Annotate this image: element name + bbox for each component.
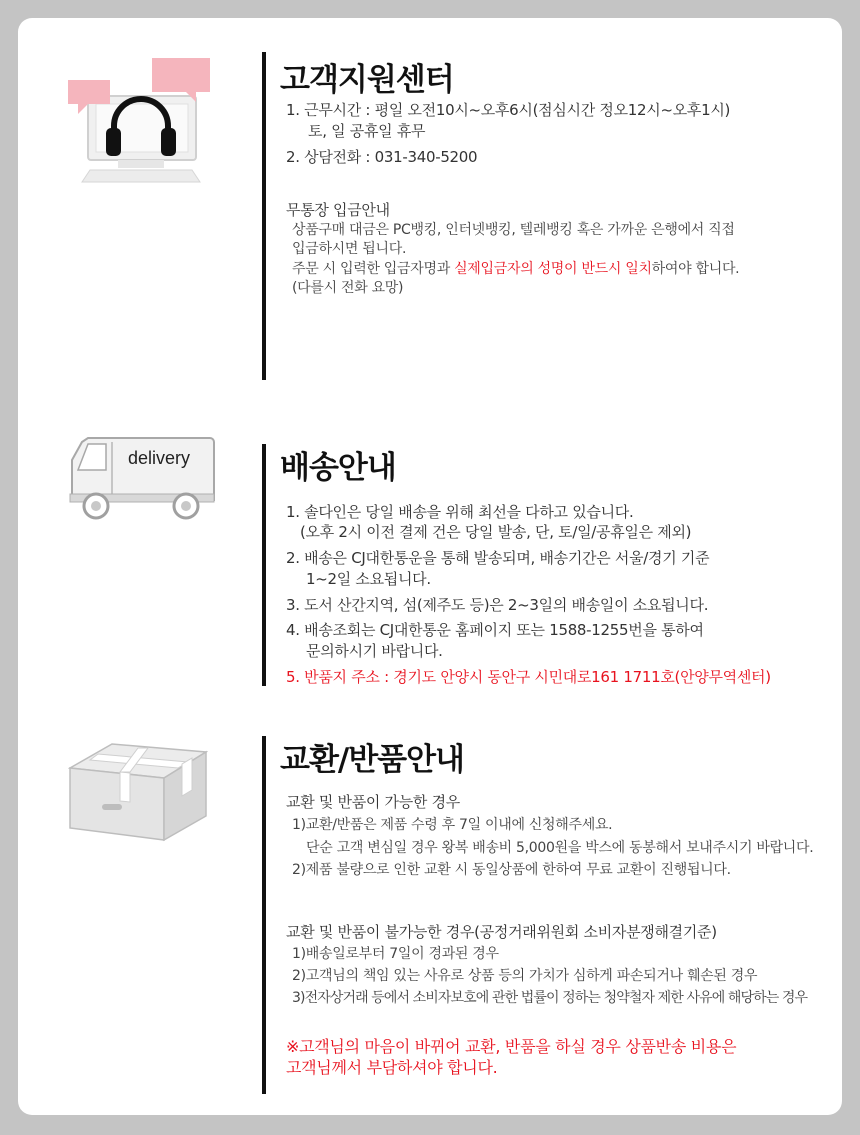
content-card [18,18,842,1115]
possible-item: 1)교환/반품은 제품 수령 후 7일 이내에 신청해주세요. [292,817,613,833]
delivery-title: 배송안내 [280,450,396,486]
delivery-section [18,398,842,688]
deposit-text: 상품구매 대금은 PC뱅킹, 인터넷뱅킹, 텔레뱅킹 혹은 가까운 은행에서 직접 [292,222,735,238]
impossible-item: 2)고객님의 책임 있는 사유로 상품 등의 가치가 심하게 파손되거나 훼손된 경우 [292,968,758,984]
truck-label: delivery [128,448,191,468]
return-address: 5. 반품지 주소 : 경기도 안양시 동안구 시민대로161 1711호(안양무역센터) [286,668,771,686]
delivery-truck-icon [68,434,216,522]
support-title: 고객지원센터 [280,62,454,98]
deposit-text: 하여야 합니다. [651,261,740,277]
section-divider [262,444,266,686]
hours-line: 1. 근무시간 : 평일 오전10시~오후6시(점심시간 정오12시~오후1시) [286,101,731,119]
deposit-text: 주문 시 입력한 입금자명과 [292,261,455,277]
return-cost-notice: ※고객님의 마음이 바뀌어 교환, 반품을 하실 경우 상품반송 비용은 [286,1037,737,1056]
deposit-text: 입금하시면 됩니다. [292,241,407,257]
delivery-item-sub: 문의하시기 바랍니다. [306,642,443,660]
possible-item-sub: 단순 고객 변심일 경우 왕복 배송비 5,000원을 박스에 동봉해서 보내주시기 바랍니다. [306,840,814,856]
delivery-item-sub: 1~2일 소요됩니다. [306,570,431,588]
deposit-match-line [292,258,739,278]
impossible-item: 1)배송일로부터 7일이 경과된 경우 [292,946,499,962]
phone-line: 2. 상담전화 : 031-340-5200 [286,148,478,166]
delivery-item: 3. 도서 산간지역, 섬(제주도 등)은 2~3일의 배송일이 소요됩니다. [286,596,709,614]
delivery-item: 4. 배송조회는 CJ대한통운 홈페이지 또는 1588-1255번을 통하여 [286,621,704,639]
deposit-text: (다를시 전화 요망) [292,280,404,296]
possible-heading: 교환 및 반품이 가능한 경우 [286,793,460,811]
deposit-heading: 무통장 입금안내 [286,201,390,219]
delivery-item: 1. 솔다인은 당일 배송을 위해 최선을 다하고 있습니다. [286,503,634,521]
support-section [18,18,842,398]
holiday-line: 토, 일 공휴일 휴무 [308,122,426,140]
section-divider [262,52,266,380]
impossible-item: 3)전자상거래 등에서 소비자보호에 관한 법률이 정하는 청약철자 제한 사유에 해당하는 경우 [292,990,808,1006]
impossible-heading: 교환 및 반품이 불가능한 경우(공정거래위원회 소비자분쟁해결기준) [286,923,717,941]
exchange-section [18,688,842,1115]
section-divider [262,736,266,1094]
return-cost-notice: 고객님께서 부담하셔야 합니다. [286,1058,498,1077]
headset-monitor-icon [66,56,216,184]
delivery-item: 2. 배송은 CJ대한통운을 통해 발송되며, 배송기간은 서울/경기 기준 [286,549,710,567]
exchange-title: 교환/반품안내 [280,742,464,778]
deposit-warning: 실제입금자의 성명이 반드시 일치 [454,261,652,277]
delivery-item-sub: (오후 2시 이전 결제 건은 당일 발송, 단, 토/일/공휴일은 제외) [300,523,692,541]
box-icon [68,742,208,842]
possible-item: 2)제품 불량으로 인한 교환 시 동일상품에 한하여 무료 교환이 진행됩니다. [292,862,731,878]
